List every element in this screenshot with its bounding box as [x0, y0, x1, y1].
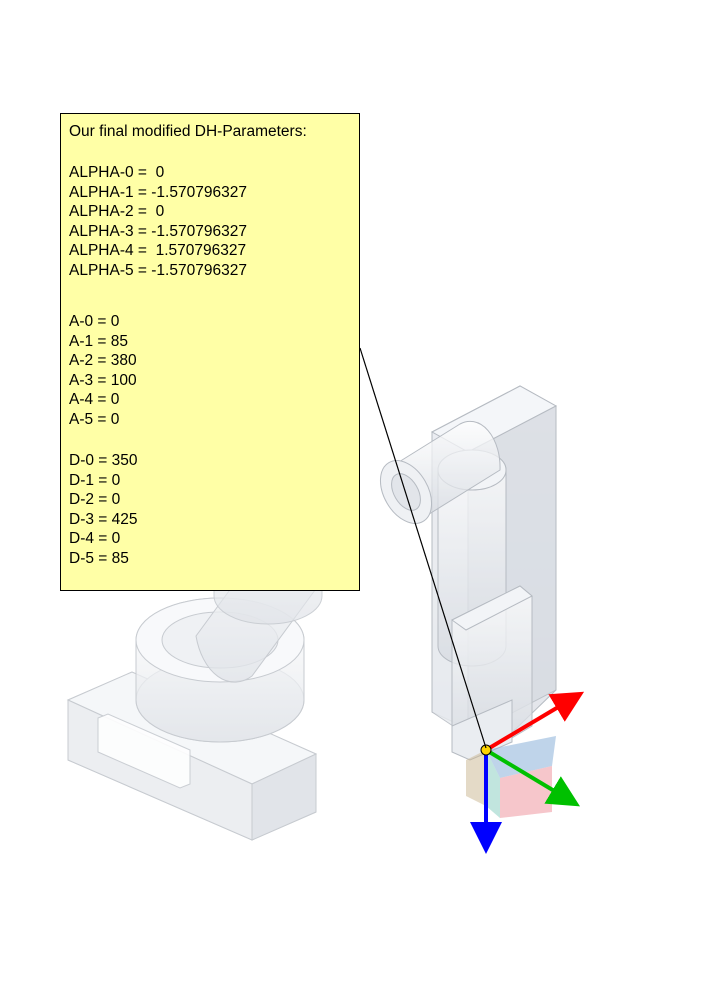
alpha-5-line: ALPHA-5 = -1.570796327 [69, 261, 247, 279]
alpha-2-line: ALPHA-2 = 0 [69, 203, 165, 220]
d-1-line: D-1 = 0 [69, 471, 121, 489]
alpha-4-line: ALPHA-4 = 1.570796327 [69, 242, 247, 259]
a-4-line: A-4 = 0 [69, 391, 120, 408]
a-3-line: A-3 = 100 [69, 371, 137, 389]
a-5-line: A-5 = 0 [69, 410, 120, 428]
d-parameter-group [69, 451, 359, 568]
a-0-line: A-0 = 0 [69, 313, 120, 330]
d-0-line: D-0 = 350 [69, 452, 138, 469]
callout-title: Our final modified DH-Parameters: [69, 123, 307, 140]
d-2-line: D-2 = 0 [69, 491, 121, 508]
alpha-3-line: ALPHA-3 = -1.570796327 [69, 222, 247, 240]
alpha-0-line: ALPHA-0 = 0 [69, 164, 165, 181]
alpha-parameter-group [69, 163, 359, 280]
d-3-line: D-3 = 425 [69, 510, 138, 528]
dh-parameters-callout [60, 113, 360, 591]
robot-right [370, 386, 556, 760]
d-4-line: D-4 = 0 [69, 530, 121, 547]
a-parameter-group [69, 312, 359, 429]
d-5-line: D-5 = 85 [69, 549, 129, 567]
a-2-line: A-2 = 380 [69, 352, 137, 369]
a-1-line: A-1 = 85 [69, 332, 129, 350]
alpha-1-line: ALPHA-1 = -1.570796327 [69, 183, 247, 201]
